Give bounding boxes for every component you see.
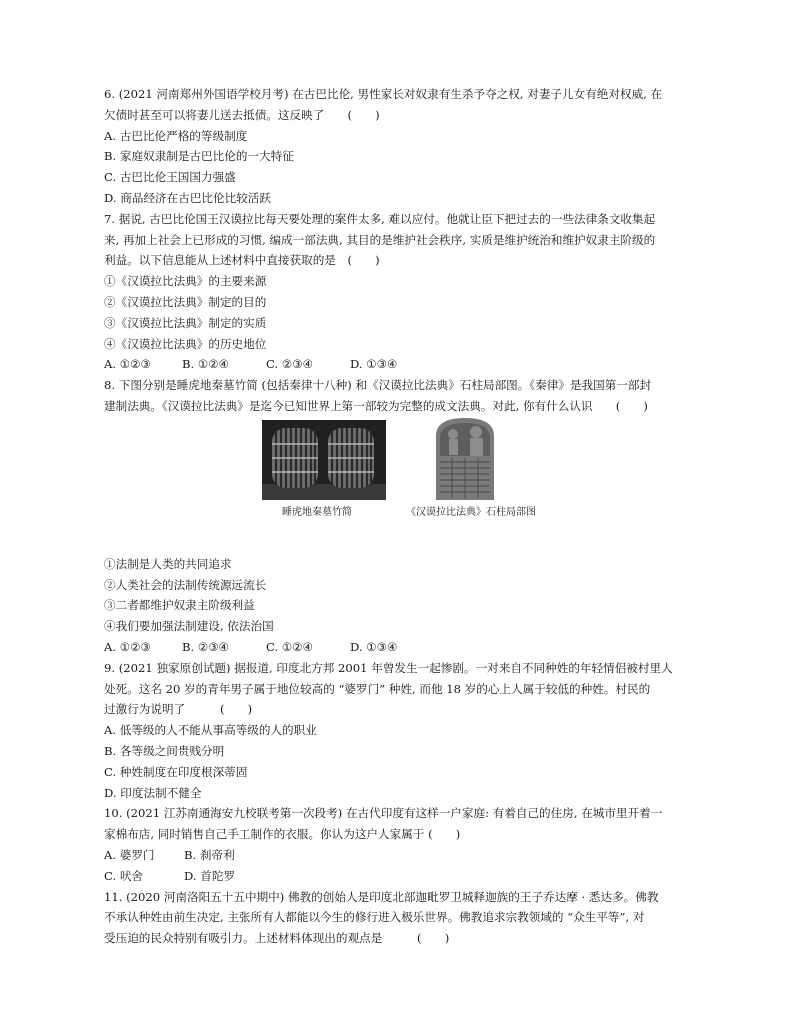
question-stem-line: 8. 下图分别是睡虎地秦墓竹简 (包括秦律十八种) 和《汉谟拉比法典》石柱局部图。《秦律》是我国第一部封 (104, 378, 652, 393)
option-b[interactable]: B. 家庭奴隶制是古巴比伦的一大特征 (104, 149, 294, 164)
choice-c[interactable]: C. ①②④ (266, 639, 314, 654)
choice-row (104, 637, 696, 658)
question-stem-line: 6. (2021 河南郑州外国语学校月考) 在古巴比伦, 男性家长对奴隶有生杀予夺之权, 对妻子儿女有绝对权威, 在 (104, 87, 663, 101)
question-stem-line: 处死。这名 20 岁的青年男子属于地位较高的 “婆罗门” 种姓, 而他 18 岁的心上人属于较低的种姓。村民的 (104, 681, 651, 696)
question-7 (104, 209, 696, 375)
question-stem-line: 利益。以下信息能从上述材料中直接获取的是 ( ) (104, 253, 380, 268)
figure-caption-left: 睡虎地秦墓竹简 (282, 506, 352, 518)
choice-d[interactable]: D. ①③④ (350, 639, 398, 654)
question-8 (104, 375, 696, 658)
question-10 (104, 803, 696, 886)
question-stem-line: 11. (2020 河南洛阳五十五中期中) 佛教的创始人是印度北部迦毗罗卫城释迦族的王子乔达摩 · 悉达多。佛教 (104, 889, 659, 904)
choice-a[interactable]: A. ①②③ (104, 357, 151, 372)
statement-item: ③《汉谟拉比法典》制定的实质 (104, 315, 267, 330)
choice-row (104, 845, 696, 866)
question-list (104, 84, 696, 949)
choice-d[interactable]: D. 首陀罗 (184, 868, 236, 883)
question-stem-line: 10. (2021 江苏南通海安九校联考第一次段考) 在古代印度有这样一户家庭: 有着自己的住房, 在城市里开着一 (104, 806, 663, 821)
choice-row (104, 866, 696, 887)
statement-item: ④我们要加强法制建设, 依法治国 (104, 619, 274, 634)
figure-caption-right: 《汉谟拉比法典》石柱局部图 (406, 506, 536, 518)
statement-item: ②《汉谟拉比法典》制定的目的 (104, 294, 267, 309)
statement-item: ①《汉谟拉比法典》的主要来源 (104, 274, 267, 289)
question-figure (104, 420, 696, 550)
question-stem-line: 来, 再加上社会上已形成的习惯, 编成一部法典, 其目的是维护社会秩序, 实质是维护统治和维护奴隶主阶级的 (104, 232, 656, 247)
option-c[interactable]: C. 古巴比伦王国国力强盛 (104, 170, 236, 185)
choice-c[interactable]: C. ②③④ (266, 357, 314, 372)
choice-d[interactable]: D. ①③④ (350, 357, 398, 372)
statement-item: ②人类社会的法制传统源远流长 (104, 577, 267, 592)
choice-b[interactable]: B. 刹帝利 (184, 847, 235, 862)
statement-item: ④《汉谟拉比法典》的历史地位 (104, 336, 267, 351)
choice-a[interactable]: A. 婆罗门 (104, 847, 155, 862)
option-d[interactable]: D. 印度法制不健全 (104, 785, 202, 800)
question-stem-line: 受压迫的民众特别有吸引力。上述材料体现出的观点是 ( ) (104, 931, 450, 946)
stele-image (426, 416, 504, 500)
option-a[interactable]: A. 低等级的人不能从事高等级的人的职业 (104, 723, 317, 738)
question-stem-line: 9. (2021 独家原创试题) 据报道, 印度北方邦 2001 年曾发生一起惨剧。一对来自不同种姓的年轻情侣被村里人 (104, 660, 673, 675)
choice-b[interactable]: B. ②③④ (182, 639, 230, 654)
question-stem-line: 过激行为说明了 ( ) (104, 702, 253, 717)
option-a[interactable]: A. 古巴比伦严格的等级制度 (104, 128, 248, 143)
option-d[interactable]: D. 商品经济在古巴比伦比较活跃 (104, 190, 271, 205)
question-9 (104, 658, 696, 804)
question-stem-line: 不承认种姓由前生决定, 主张所有人都能以今生的修行进入极乐世界。佛教追求宗教领域的 “众生平等”, 对 (104, 910, 645, 925)
question-stem-line: 欠债时甚至可以将妻儿送去抵债。这反映了 ( ) (104, 107, 380, 122)
bamboo-slips-image (262, 420, 386, 500)
question-11 (104, 887, 696, 949)
question-stem-line: 7. 据说, 古巴比伦国王汉谟拉比每天要处理的案件太多, 难以应付。他就让臣下把过去的一些法律条文收集起 (104, 211, 656, 226)
choice-row (104, 354, 696, 375)
option-c[interactable]: C. 种姓制度在印度根深蒂固 (104, 764, 248, 779)
choice-b[interactable]: B. ①②④ (182, 357, 230, 372)
statement-item: ①法制是人类的共同追求 (104, 556, 232, 571)
choice-a[interactable]: A. ①②③ (104, 639, 151, 654)
question-stem-line: 家棉布店, 同时销售自己手工制作的衣服。你认为这户人家属于 ( ) (104, 827, 461, 842)
bamboo-slips-photo (262, 420, 386, 500)
option-b[interactable]: B. 各等级之间贵贱分明 (104, 743, 225, 758)
question-6 (104, 84, 696, 209)
choice-c[interactable]: C. 吠舍 (104, 868, 144, 883)
stele-photo (426, 416, 504, 500)
question-stem-line: 建制法典。《汉谟拉比法典》是迄今已知世界上第一部较为完整的成文法典。对此, 你有什么认识 ( ) (104, 398, 648, 413)
statement-item: ③二者都维护奴隶主阶级利益 (104, 598, 255, 613)
